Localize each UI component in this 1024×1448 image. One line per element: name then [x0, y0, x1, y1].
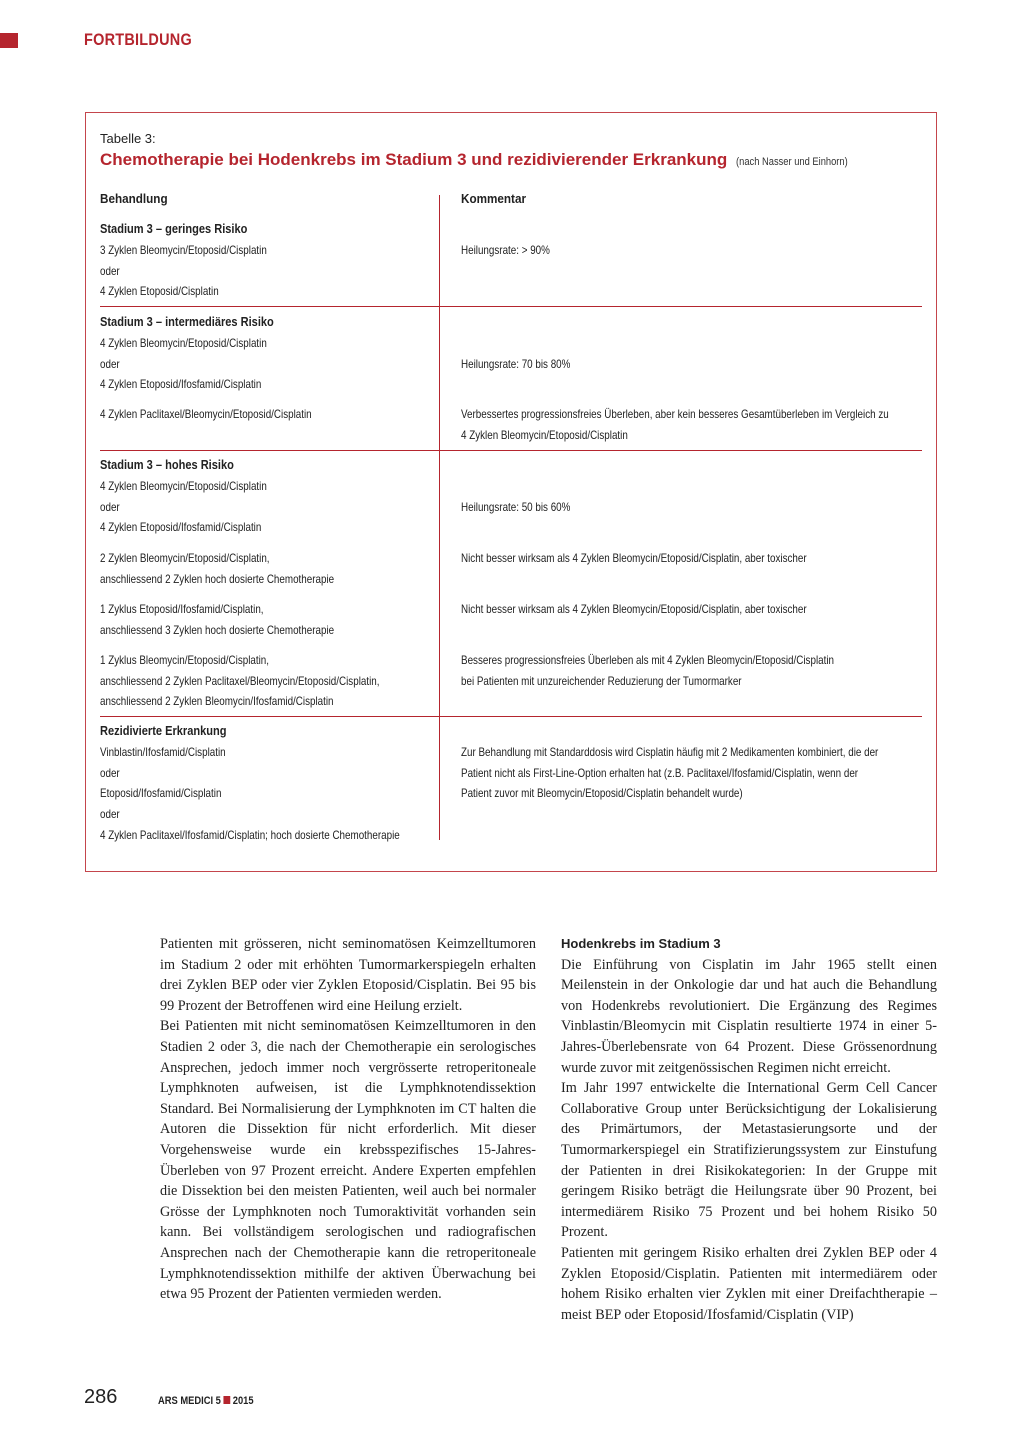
table-source: (nach Nasser und Einhorn) — [735, 156, 848, 168]
table-group-title: Stadium 3 – hohes Risiko — [100, 457, 234, 472]
table-cell-treatment: 4 Zyklen Paclitaxel/Bleomycin/Etoposid/Cisplatin — [100, 407, 312, 421]
table-header-comment: Kommentar — [461, 191, 527, 206]
table-cell-treatment: 1 Zyklus Etoposid/Ifosfamid/Cisplatin, anschliessend 3 Zyklen hoch dosierte Chemotherapie — [100, 602, 335, 637]
section-marker — [0, 33, 18, 48]
table-cell-treatment: 4 Zyklen Bleomycin/Etoposid/Cisplatin oder 4 Zyklen Etoposid/Ifosfamid/Cisplatin — [100, 479, 267, 535]
table-header-treatment: Behandlung — [100, 191, 168, 206]
table-cell-comment: Heilungsrate: > 90% — [461, 243, 550, 257]
table-group-title: Stadium 3 – intermediäres Risiko — [100, 314, 274, 329]
table-group-title: Stadium 3 – geringes Risiko — [100, 221, 248, 236]
table-cell-treatment: 4 Zyklen Bleomycin/Etoposid/Cisplatin oder 4 Zyklen Etoposid/Ifosfamid/Cisplatin — [100, 336, 267, 392]
paragraph: Patienten mit geringem Risiko erhalten drei Zyklen BEP oder 4 Zyklen Etoposid/Cisplatin. Patienten mit intermediärem oder hohem Risiko erhalten vier Zyklen mit einer Dreifachtherapie – meist BEP oder Etoposid/Ifosfamid/Cisplatin (VIP) — [561, 1244, 937, 1323]
table-cell-comment: Heilungsrate: 50 bis 60% — [461, 500, 571, 514]
paragraph: Die Einführung von Cisplatin im Jahr 1965 stellt einen Meilenstein in der Onkologie dar und hat auch die Behandlung von Hodenkrebs revolutioniert. Die Ergänzung des Regimes Vinblastin/Bleomycin mit Cisplatin resultierte 1974 in einer 5-Jahres-Überlebensrate von 64 Prozent. Diese Grössenordnung wurde zuvor mit zeitgenössischen Regimen nicht erreicht. — [561, 956, 937, 1076]
table-cell-comment: Nicht besser wirksam als 4 Zyklen Bleomycin/Etoposid/Cisplatin, aber toxischer — [461, 551, 807, 565]
journal-footer — [158, 1395, 254, 1407]
table-cell-treatment: 1 Zyklus Bleomycin/Etoposid/Cisplatin, anschliessend 2 Zyklen Paclitaxel/Bleomycin/Etoposid/Cisplatin, anschliessend 2 Zyklen Bleomycin/Ifosfamid/Cisplatin — [100, 653, 380, 709]
body-column-left — [160, 934, 536, 1305]
table-row-divider — [100, 306, 922, 307]
table-title — [100, 150, 867, 170]
paragraph: Bei Patienten mit nicht seminomatösen Keimzelltumoren in den Stadien 2 oder 3, die nach der Chemotherapie ein serologisches Ansprechen, jedoch immer noch vergrösserte retroperitoneale Lymphknoten aufweisen, ist die Lymphknotendissektion Standard. Bei Normalisierung der Lymphknoten im CT halten die Autoren die Dissektion für nicht erforderlich. Mit dieser Vorgehensweise wurde ein krebsspezifisches 15-Jahres-Überleben von 97 Prozent erreicht. Andere Experten empfehlen die Dissektion bei den meisten Patienten, weil auch bei normaler Grösse der Lymphknoten noch Tumoraktivität vorhanden sein kann. Bei vollständigem serologischen und radiografischen Ansprechen nach der Chemotherapie kann die retroperitoneale Lymphknotendissektion mithilfe der aktiven Überwachung bei etwa 95 Prozent der Patienten vermieden werden. — [160, 1018, 536, 1303]
table-cell-treatment: Vinblastin/Ifosfamid/Cisplatin oder Etoposid/Ifosfamid/Cisplatin oder 4 Zyklen Paclitaxel/Ifosfamid/Cisplatin; hoch dosierte Chemotherapie — [100, 745, 400, 842]
table-group-title: Rezidivierte Erkrankung — [100, 723, 227, 738]
table-cell-comment: Verbessertes progressionsfreies Überleben, aber kein besseres Gesamtüberleben im Vergleich zu 4 Zyklen Bleomycin/Etoposid/Cisplatin — [461, 407, 889, 442]
table-row-divider — [100, 716, 922, 717]
body-column-right — [561, 934, 937, 1325]
page-number: 286 — [84, 1386, 118, 1408]
table-cell-comment: Besseres progressionsfreies Überleben als mit 4 Zyklen Bleomycin/Etoposid/Cisplatin bei Patienten mit unzureichender Reduzierung der Tumormarker — [461, 653, 834, 688]
table-cell-comment: Nicht besser wirksam als 4 Zyklen Bleomycin/Etoposid/Cisplatin, aber toxischer — [461, 602, 807, 616]
square-icon — [223, 1396, 230, 1404]
paragraph: Im Jahr 1997 entwickelte die International Germ Cell Cancer Collaborative Group unter Berücksichtigung der Lokalisierung des Primärtumors, der Metastasierungsorte und der Tumormarkerspiegel ein Stratifizierungssystem zur Einstufung der Patienten in drei Risikokategorien: In der Gruppe mit geringem Risiko beträgt die Heilungsrate über 90 Prozent, bei intermediärem Risiko 75 Prozent und bei hohem Risiko 50 Prozent. — [561, 1080, 937, 1241]
section-label: FORTBILDUNG — [84, 30, 192, 49]
table-cell-comment: Heilungsrate: 70 bis 80% — [461, 357, 571, 371]
table-caption: Tabelle 3: — [100, 131, 156, 146]
table-cell-treatment: 3 Zyklen Bleomycin/Etoposid/Cisplatin oder 4 Zyklen Etoposid/Cisplatin — [100, 243, 267, 299]
paragraph: Patienten mit grösseren, nicht seminomatösen Keimzelltumoren im Stadium 2 oder mit erhöhten Tumormarkerspiegeln erhalten drei Zyklen BEP oder vier Zyklen Etoposid/Cisplatin. Bei 95 bis 99 Prozent der Betroffenen wird eine Heilung erzielt. — [160, 936, 536, 1014]
table-title-text: Chemotherapie bei Hodenkrebs im Stadium 3 und rezidivierender Erkrankung — [100, 150, 728, 169]
journal-year: 2015 — [232, 1395, 254, 1407]
table-cell-treatment: 2 Zyklen Bleomycin/Etoposid/Cisplatin, anschliessend 2 Zyklen hoch dosierte Chemotherapie — [100, 551, 335, 586]
table-cell-comment: Zur Behandlung mit Standarddosis wird Cisplatin häufig mit 2 Medikamenten kombiniert, die der Patient nicht als First-Line-Option erhalten hat (z.B. Paclitaxel/Ifosfamid/Cisplatin, wenn der Patient zuvor mit Bleomycin/Etoposid/Cisplatin behandelt wurde) — [461, 745, 879, 801]
section-subheading: Hodenkrebs im Stadium 3 — [561, 936, 721, 951]
table-row-divider — [100, 450, 922, 451]
journal-name: ARS MEDICI 5 — [158, 1395, 221, 1407]
table-column-divider — [439, 195, 440, 840]
